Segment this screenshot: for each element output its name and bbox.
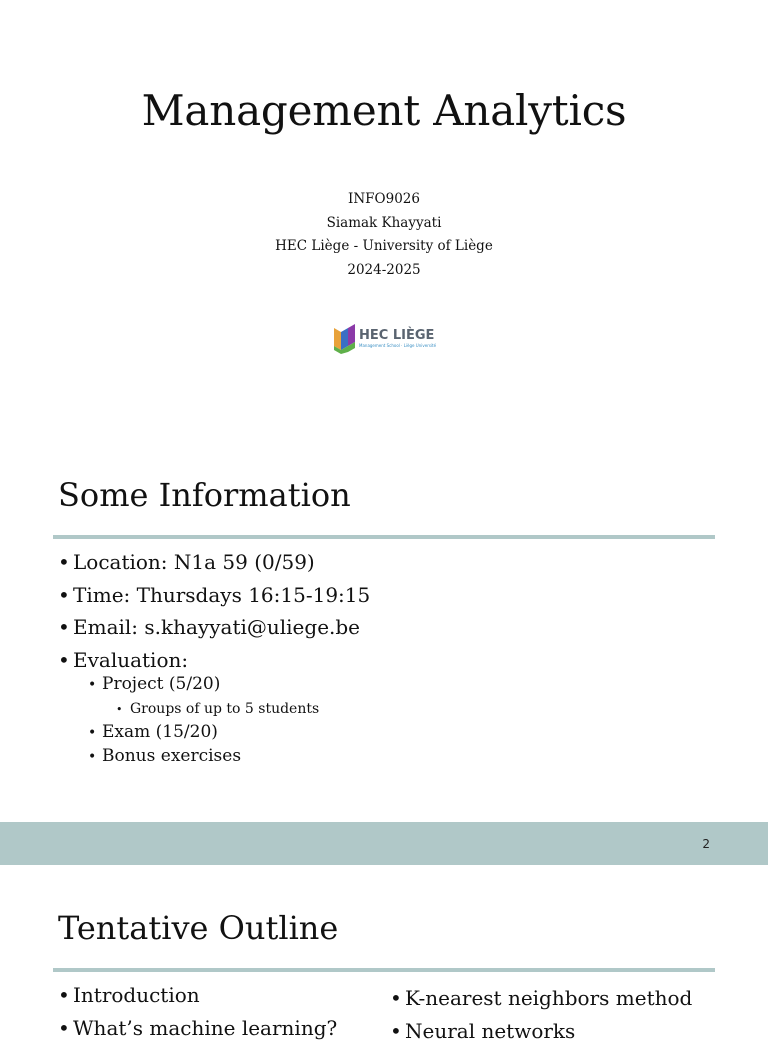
sublist-item-exam: • Exam (15/20) [88,721,319,746]
institution-name: HEC Liège - University of Liège [0,235,768,259]
presentation-title: Management Analytics [0,86,768,135]
course-code: INFO9026 [0,188,768,212]
outline-slide [0,865,768,1024]
sublist-item-project-detail: • Groups of up to 5 students [88,698,319,721]
title-divider [53,535,715,539]
outline-item: • Neural networks [390,1015,692,1047]
sublist-item-bonus: • Bonus exercises [88,745,319,770]
evaluation-sublist [88,673,319,770]
title-divider [53,968,715,972]
title-slide [0,0,768,430]
academic-year: 2024-2025 [0,259,768,283]
outline-left-column [58,979,337,1044]
logo-wordmark: HEC LIÈGE [359,327,434,343]
hec-liege-logo-icon [332,322,442,354]
page-number: 2 [702,837,710,851]
slide-title: Some Information [58,476,351,514]
logo-subtitle: Management School · Liège Université [359,343,437,348]
sublist-item-project: • Project (5/20) [88,673,319,698]
course-meta [0,188,768,282]
outline-right-column [390,982,692,1047]
list-item-email: • Email: s.khayyati@uliege.be [58,611,370,644]
outline-item: • Introduction [58,979,337,1012]
list-item-time: • Time: Thursdays 16:15-19:15 [58,579,370,612]
information-slide [0,430,768,822]
slide-footer-band [0,822,768,865]
instructor-name: Siamak Khayyati [0,212,768,236]
info-list [58,546,370,676]
list-item-evaluation: • Evaluation: [58,644,370,677]
slide-title: Tentative Outline [58,909,338,947]
outline-item: • What’s machine learning? [58,1012,337,1045]
list-item-location: • Location: N1a 59 (0/59) [58,546,370,579]
outline-item: • K-nearest neighbors method [390,982,692,1015]
